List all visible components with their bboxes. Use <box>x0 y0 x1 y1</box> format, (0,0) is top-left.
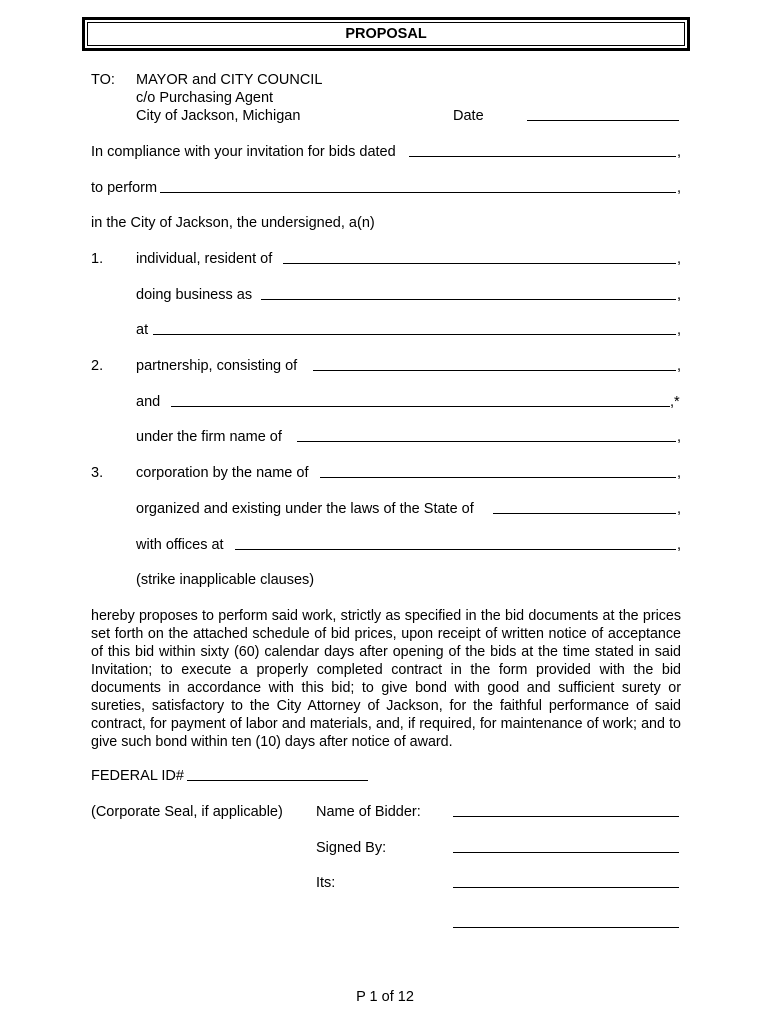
individual-resident-label: individual, resident of <box>136 251 273 267</box>
extra-signature-field[interactable] <box>453 927 679 928</box>
offices-label: with offices at <box>136 537 224 553</box>
comma: , <box>677 287 682 303</box>
its-field[interactable] <box>453 887 679 888</box>
comma: , <box>677 144 682 160</box>
perform-field[interactable] <box>160 192 676 193</box>
item-2-number: 2. <box>91 358 104 374</box>
to-label: TO: <box>91 72 115 88</box>
comma: , <box>677 322 682 338</box>
bidder-name-label: Name of Bidder: <box>316 804 421 820</box>
comma: , <box>677 501 682 517</box>
comma: , <box>677 429 682 445</box>
comma: , <box>677 358 682 374</box>
signed-by-label: Signed By: <box>316 840 387 856</box>
at-address-field[interactable] <box>153 334 676 335</box>
city-intro-text: in the City of Jackson, the undersigned, a(n) <box>91 215 375 231</box>
and-partner-field[interactable] <box>171 406 670 407</box>
federal-id-field[interactable] <box>187 780 368 781</box>
bidder-name-field[interactable] <box>453 816 679 817</box>
perform-label: to perform <box>91 180 158 196</box>
page-number: P 1 of 12 <box>356 989 414 1005</box>
title-box <box>82 17 690 51</box>
federal-id-label: FEDERAL ID# <box>91 768 184 784</box>
strike-note: (strike inapplicable clauses) <box>136 572 315 588</box>
bid-date-field[interactable] <box>409 156 676 157</box>
comma: , <box>677 465 682 481</box>
its-label: Its: <box>316 875 336 891</box>
page-title: PROPOSAL <box>87 22 685 46</box>
state-label: organized and existing under the laws of the State of <box>136 501 474 517</box>
signed-by-field[interactable] <box>453 852 679 853</box>
resident-of-field[interactable] <box>283 263 676 264</box>
corporation-name-field[interactable] <box>320 477 676 478</box>
partnership-field[interactable] <box>313 370 676 371</box>
state-field[interactable] <box>493 513 676 514</box>
proposal-paragraph: hereby proposes to perform said work, strictly as specified in the bid documents at the prices set forth on the attached schedule of bid prices, upon receipt of written notice of acceptance of this bid within sixty (60) calendar days after opening of the bids at the time stated in said Invitation; to execute a properly completed contract in the form provided with the bid documents in accordance with this bid; to give bond with good and sufficient surety or sureties, satisfactory to the City Attorney of Jackson, for the faithful performance of said contract, for payment of labor and materials, and, if required, for maintenance of work; and to give such bond within ten (10) days after notice of award. <box>91 608 681 750</box>
comma: , <box>677 537 682 553</box>
corporation-label: corporation by the name of <box>136 465 309 481</box>
recipient-line-1: MAYOR and CITY COUNCIL <box>136 72 323 88</box>
offices-field[interactable] <box>235 549 676 550</box>
item-3-number: 3. <box>91 465 104 481</box>
recipient-line-3: City of Jackson, Michigan <box>136 108 301 124</box>
corporate-seal-label: (Corporate Seal, if applicable) <box>91 804 283 820</box>
comma: , <box>677 180 682 196</box>
doing-business-field[interactable] <box>261 299 676 300</box>
at-label: at <box>136 322 149 338</box>
date-field[interactable] <box>527 120 679 121</box>
firm-name-label: under the firm name of <box>136 429 282 445</box>
comma: , <box>677 251 682 267</box>
doing-business-label: doing business as <box>136 287 253 303</box>
date-label: Date <box>453 108 484 124</box>
item-1-number: 1. <box>91 251 104 267</box>
firm-name-field[interactable] <box>297 441 676 442</box>
recipient-line-2: c/o Purchasing Agent <box>136 90 274 106</box>
invitation-label: In compliance with your invitation for bids dated <box>91 144 396 160</box>
and-suffix: ,* <box>670 394 680 410</box>
partnership-label: partnership, consisting of <box>136 358 298 374</box>
and-label: and <box>136 394 161 410</box>
